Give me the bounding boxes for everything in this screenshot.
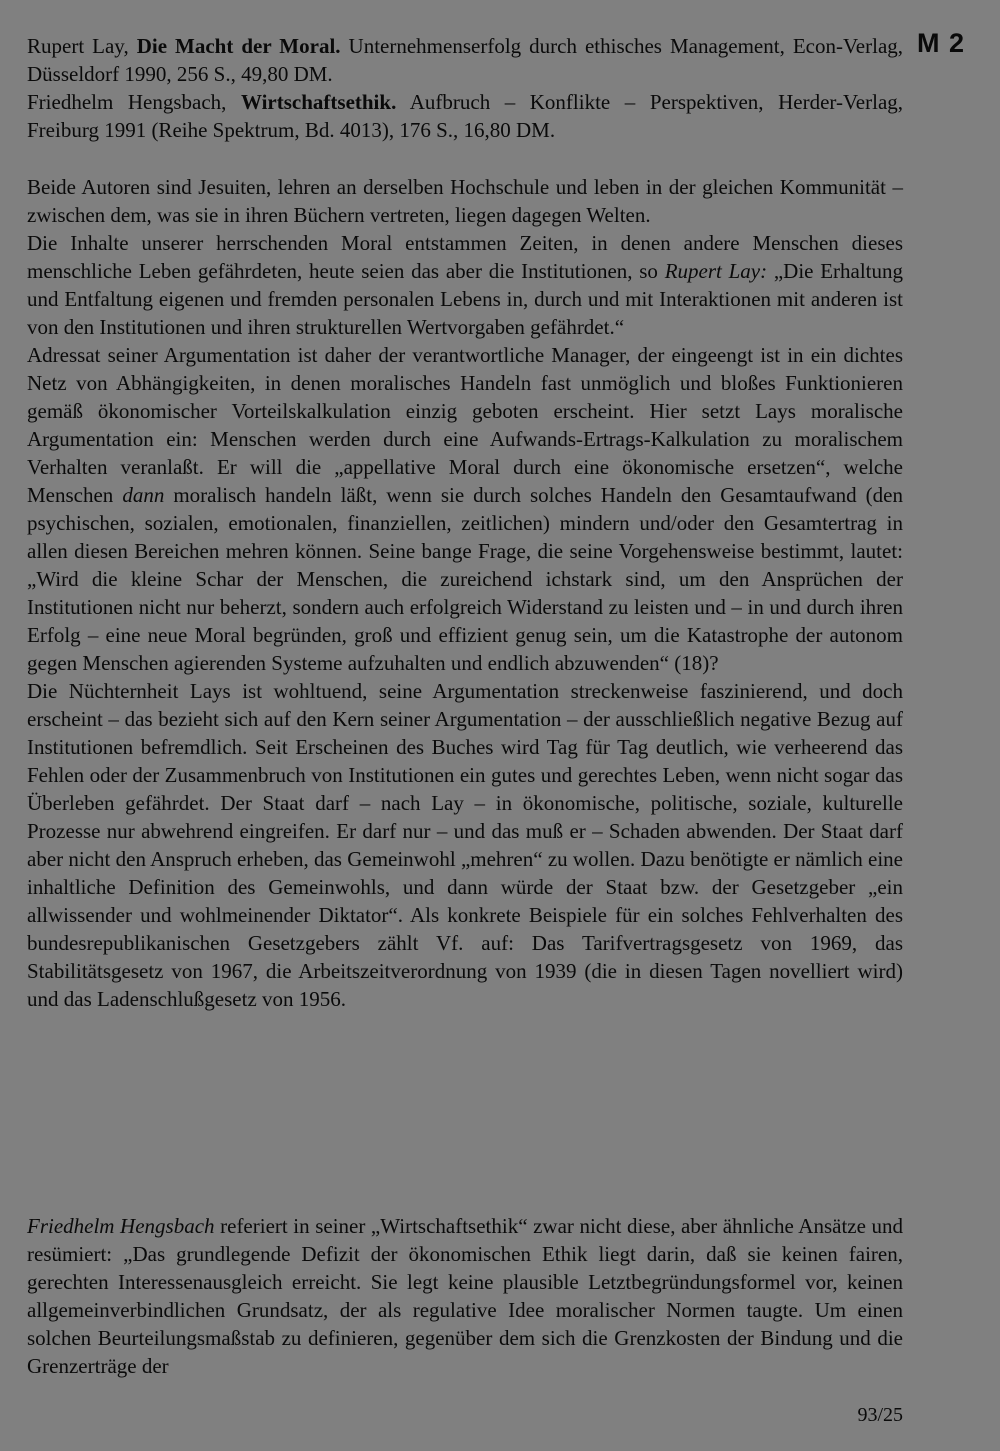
paragraph-critique: Die Nüchternheit Lays ist wohltuend, seine Argumentation streckenweise faszinierend, und doch erscheint – das bezieht sich auf den Kern seiner Argumentation – der ausschließlich negative Bezug auf Institutionen befremdlich. Seit Erscheinen des Buches wird Tag für Tag deutlich, wie verheerend das Fehlen oder der Zusammenbruch von Institutionen ein gutes und gerechtes Leben, wenn nicht sogar das Überleben gefährdet. Der Staat darf – nach Lay – in ökonomische, politische, soziale, kulturelle Prozesse nur abwehrend eingreifen. Er darf nur – und das muß er – Schaden abwenden. Der Staat darf aber nicht den Anspruch erheben, das Gemeinwohl „mehren“ zu wollen. Dazu benötigte er nämlich eine inhaltliche Definition des Gemeinwohls, und dann würde der Staat bzw. der Gesetzgeber „ein allwissender und wohlmeinender Diktator“. Als konkrete Beispiele für ein solches Fehlverhalten des bundesrepublikanischen Gesetzgebers zählt Vf. auf: Das Tarifvertragsgesetz von 1969, das Stabilitätsgesetz von 1967, die Arbeitszeitverordnung von 1939 (die in diesen Tagen novelliert wird) und das Ladenschlußgesetz von 1956. — [27, 679, 903, 1011]
review-body-hengsbach — [27, 1212, 903, 1380]
reference-details: Unternehmenserfolg durch ethisches Management, Econ-Verlag, Düsseldorf 1990, 256 S., 49,80 DM. — [27, 34, 904, 86]
paragraph-institutions: Die Inhalte unserer herrschenden Moral entstammen Zeiten, in denen andere Menschen dieses menschliche Leben gefährdeten, heute seien das aber die Institutionen, so Rupert Lay: „Die Erhaltung und Entfaltung eigenen und fremden personalen Lebens in, durch und mit Interaktionen mit anderen ist von den Institutionen und ihren strukturellen Wertvorgaben gefährdet.“ — [27, 231, 904, 339]
paragraph-hengsbach: Friedhelm Hengsbach referiert in seiner „Wirtschaftsethik“ zwar nicht diese, aber ähnliche Ansätze und resümiert: „Das grundlegende Defizit der ökonomischen Ethik liegt darin, daß sie keinen fairen, gerechten Interessenausgleich erreicht. Sie legt keine plausible Letztbegründungsformel vor, keinen allgemeinverbindlichen Grundsatz, der als regulative Idee moralischer Normen taugte. Um einen solchen Beurteilungsmaßstab zu definieren, gegenüber dem sich die Grenzkosten der Bindung und die Grenzerträge der — [27, 1214, 903, 1378]
section-marker: M 2 — [917, 28, 966, 58]
reference-hengsbach — [27, 88, 903, 144]
reference-author: Friedhelm Hengsbach, — [27, 90, 227, 114]
emphasis: dann — [122, 483, 165, 507]
author-name: Friedhelm Hengsbach — [27, 1214, 215, 1238]
review-body — [27, 173, 903, 1013]
book-references — [27, 32, 903, 144]
page-number: 93/25 — [857, 1404, 903, 1426]
reference-lay — [27, 32, 903, 88]
reference-details: Aufbruch – Konflikte – Perspektiven, Herder-Verlag, Freiburg 1991 (Reihe Spektrum, Bd. 4013), 176 S., 16,80 DM. — [27, 90, 904, 142]
author-name: Rupert Lay: — [664, 259, 768, 283]
reference-author: Rupert Lay, — [27, 34, 129, 58]
paragraph-manager: Adressat seiner Argumentation ist daher der verantwortliche Manager, der eingeengt ist in ein dichtes Netz von Abhängigkeiten, in denen moralisches Handeln fast unmöglich und bloßes Funktionieren gemäß ökonomischer Vorteilskalkulation einzig geboten erscheint. Hier setzt Lays moralische Argumentation ein: Menschen werden durch eine Aufwands-Ertrags-Kalkulation zu moralischem Verhalten veranlaßt. Er will die „appellative Moral durch eine ökonomische ersetzen“, welche Menschen dann moralisch handeln läßt, wenn sie durch solches Handeln den Gesamtaufwand (den psychischen, sozialen, emotionalen, finanziellen, zeitlichen) mindern und/oder den Gesamtertrag in allen diesen Bereichen mehren können. Seine bange Frage, die seine Vorgehensweise bestimmt, lautet: „Wird die kleine Schar der Menschen, die zureichend ichstark sind, um den Ansprüchen der Institutionen nicht nur beherzt, sondern auch erfolgreich Widerstand zu leisten und – in und durch ihren Erfolg – eine neue Moral begründen, groß und effizient genug sein, um die Katastrophe der autonom gegen Menschen agierenden Systeme aufzuhalten und endlich abzuwenden“ (18)? — [27, 343, 903, 675]
reference-title: Wirtschaftsethik. — [240, 90, 397, 114]
reference-title: Die Macht der Moral. — [136, 34, 341, 58]
paragraph-intro: Beide Autoren sind Jesuiten, lehren an derselben Hochschule und leben in der gleichen Kommunität – zwischen dem, was sie in ihren Büchern vertreten, liegen dagegen Welten. — [27, 175, 903, 227]
